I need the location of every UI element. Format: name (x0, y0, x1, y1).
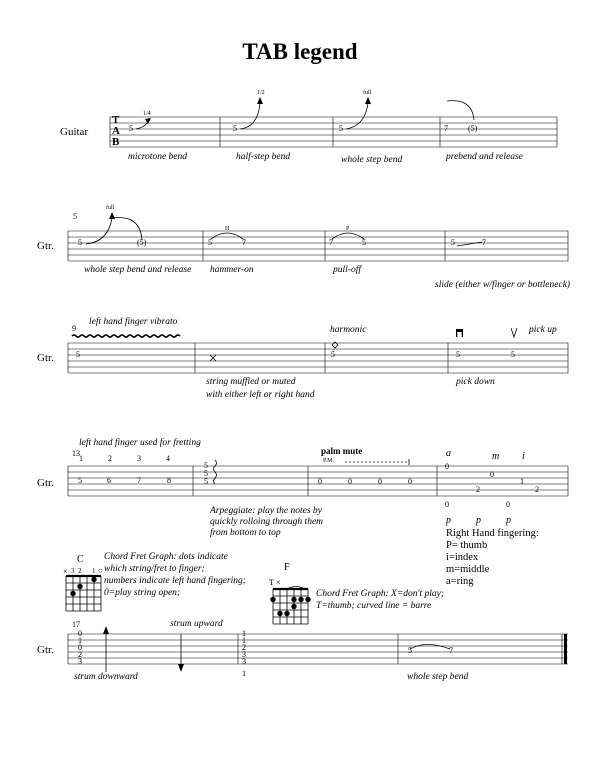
right-finger-i: i (522, 451, 525, 462)
fret-note: 2 (242, 643, 246, 652)
chord-c-name: C (77, 554, 84, 565)
chord-c-caption-3: numbers indicate left hand fingering; (104, 576, 246, 586)
fret-note: 7 (242, 238, 246, 247)
pull-letter: P (346, 226, 350, 232)
fret-note: 1 (78, 636, 82, 645)
staff-label: Gtr. (37, 644, 54, 656)
pick-down-symbol (456, 329, 463, 332)
fret-note: 0 (318, 477, 322, 486)
left-finger-number: 4 (166, 454, 170, 463)
fret-note: 5 (408, 646, 412, 655)
hammer-letter: H (225, 226, 230, 232)
caption-strum-upward: strum upward (170, 619, 223, 629)
right-hand-item: P= thumb (446, 540, 488, 551)
fret-note: 2 (535, 485, 539, 494)
tab-clef-a: A (112, 125, 120, 137)
pick-up-symbol (511, 328, 517, 337)
fret-note: 7 (449, 646, 453, 655)
fret-note: (5) (137, 238, 147, 247)
fret-note: (5) (468, 124, 478, 133)
instrument-label: Guitar (60, 126, 89, 138)
palm-mute-marker: P.M. (323, 458, 335, 464)
chord-c-mark: × (63, 567, 68, 576)
tab-clef-b: B (112, 136, 120, 148)
measure-number: 9 (72, 324, 76, 333)
fret-note: 0 (78, 643, 82, 652)
left-finger-number: 1 (79, 454, 83, 463)
chord-c-mark: 1 (92, 567, 96, 575)
fret-note: 7 (329, 238, 333, 247)
palm-mute-label: palm mute (321, 446, 363, 456)
fret-note: 0 (445, 462, 449, 471)
fret-note: 5 (78, 238, 82, 247)
caption-bend-release: whole step bend and release (84, 265, 192, 275)
fret-note: 7 (444, 124, 448, 133)
caption-half-step-bend: half-step bend (236, 152, 291, 162)
pull-off-slur (332, 233, 364, 239)
measure-number: 13 (72, 449, 80, 458)
slide-line (457, 242, 482, 246)
caption-whole-step-bend: whole step bend (407, 672, 469, 682)
caption-muted-line2: with either left or right hand (206, 390, 315, 400)
caption-arpeggio-line3: from bottom to top (210, 528, 281, 538)
measure-number: 5 (73, 212, 77, 221)
caption-fingering: left hand finger used for fretting (79, 438, 201, 448)
right-hand-heading: Right Hand fingering: (446, 528, 539, 539)
fret-note: 8 (167, 476, 171, 485)
caption-hammer-on: hammer-on (210, 265, 254, 275)
chord-c-caption-1: Chord Fret Graph: dots indicate (104, 552, 228, 562)
staff-3-lines (68, 343, 568, 373)
whole-step-bend-release-down (112, 217, 142, 240)
bend-full-label: full (106, 205, 115, 211)
caption-pull-off: pull-off (333, 265, 361, 275)
caption-arpeggio-line1: Arpeggiate: play the notes by (210, 506, 322, 516)
caption-vibrato: left hand finger vibrato (89, 317, 178, 327)
whole-step-bend-curve (346, 103, 368, 129)
right-finger-p: p (506, 515, 511, 526)
right-hand-item: a=ring (446, 576, 474, 587)
fret-note: 0 (506, 500, 510, 509)
fret-note: 1 (520, 477, 524, 486)
fret-note: 0 (78, 629, 82, 638)
fret-note: 5 (456, 350, 460, 359)
fret-note: 6 (107, 476, 111, 485)
caption-microtone-bend: microtone bend (128, 152, 188, 162)
caption-strum-downward: strum downward (74, 672, 138, 682)
right-finger-m: m (492, 451, 500, 462)
fret-note: 7 (482, 238, 486, 247)
chord-c-dots (70, 577, 96, 596)
measure-number: 17 (72, 620, 80, 629)
chord-f-mark: × (276, 578, 281, 587)
staff-5-lines (68, 634, 568, 664)
half-step-bend-curve (240, 103, 260, 129)
chord-c-caption-2: which string/fret to finger; (104, 564, 205, 574)
fret-note: 7 (137, 476, 141, 485)
fret-note: 2 (476, 485, 480, 494)
fret-note: 0 (348, 477, 352, 486)
chord-f-grid (273, 587, 308, 625)
fret-note: 5 (331, 350, 335, 359)
caption-pick-up: pick up (529, 325, 557, 335)
left-finger-number: 3 (137, 454, 141, 463)
staff-label: Gtr. (37, 477, 54, 489)
left-finger-number: 2 (108, 454, 112, 463)
fret-note: 3 (242, 657, 246, 666)
whole-step-bend-slur (410, 645, 450, 650)
fret-note: 0 (490, 470, 494, 479)
fret-note: 1 (242, 629, 246, 638)
fret-note: 3 (78, 657, 82, 666)
hammer-on-slur (211, 233, 243, 239)
right-hand-item: m=middle (446, 564, 490, 575)
muted-note-x (210, 355, 216, 361)
fret-note: 5 (339, 124, 343, 133)
staff-label: Gtr. (37, 352, 54, 364)
chord-f-name: F (284, 562, 290, 573)
chord-c-caption-4: 0=play string open; (104, 588, 181, 598)
caption-slide: slide (either w/finger or bottleneck) (435, 280, 571, 290)
chord-c-mark: 3 (71, 567, 75, 575)
bend-half-label: 1/2 (257, 90, 265, 96)
right-hand-item: i=index (446, 552, 479, 563)
microtone-bend-curve (136, 121, 148, 129)
fret-note: 5 (78, 476, 82, 485)
caption-prebend-release: prebend and release (446, 152, 523, 162)
vibrato-wave (72, 335, 180, 337)
fret-note: 5 (129, 124, 133, 133)
fret-note: 1 (242, 636, 246, 645)
caption-muted-line1: string muffled or muted (206, 377, 296, 387)
right-finger-p: p (446, 515, 451, 526)
caption-arpeggio-line2: quickly rolloing through them (210, 517, 324, 527)
fret-note: 5 (362, 238, 366, 247)
caption-harmonic: harmonic (330, 325, 367, 335)
chord-f-dots (270, 597, 310, 616)
fret-note: 5 (204, 469, 208, 478)
tab-clef-t: T (112, 114, 120, 126)
fret-note: 5 (204, 461, 208, 470)
chord-f-caption-1: Chord Fret Graph: X=don't play; (316, 589, 445, 599)
bend-full-label: full (363, 90, 372, 96)
staff-label: Gtr. (37, 240, 54, 252)
chord-c-mark: ○ (98, 566, 103, 575)
caption-pick-down: pick down (456, 377, 495, 387)
fret-note: 5 (511, 350, 515, 359)
fret-note: 2 (78, 650, 82, 659)
fret-note: 1 (242, 669, 246, 678)
fret-note: 5 (76, 350, 80, 359)
fret-note: 3 (242, 650, 246, 659)
fret-note: 5 (233, 124, 237, 133)
chord-f-caption-2: T=thumb; curved line = barre (316, 601, 432, 611)
final-barline (564, 634, 567, 664)
bend-quarter-label: 1/4 (143, 111, 151, 117)
fret-note: 5 (208, 238, 212, 247)
caption-whole-step-bend: whole step bend (341, 155, 403, 165)
right-finger-a: a (446, 448, 451, 459)
fret-note: 5 (451, 238, 455, 247)
fret-note: 0 (408, 477, 412, 486)
fret-note: 5 (204, 477, 208, 486)
fret-note: 0 (378, 477, 382, 486)
right-finger-p: p (476, 515, 481, 526)
chord-f-mark: T (269, 578, 274, 587)
page-title: TAB legend (242, 39, 358, 64)
fret-note: 0 (445, 500, 449, 509)
chord-c-mark: 2 (78, 567, 82, 575)
